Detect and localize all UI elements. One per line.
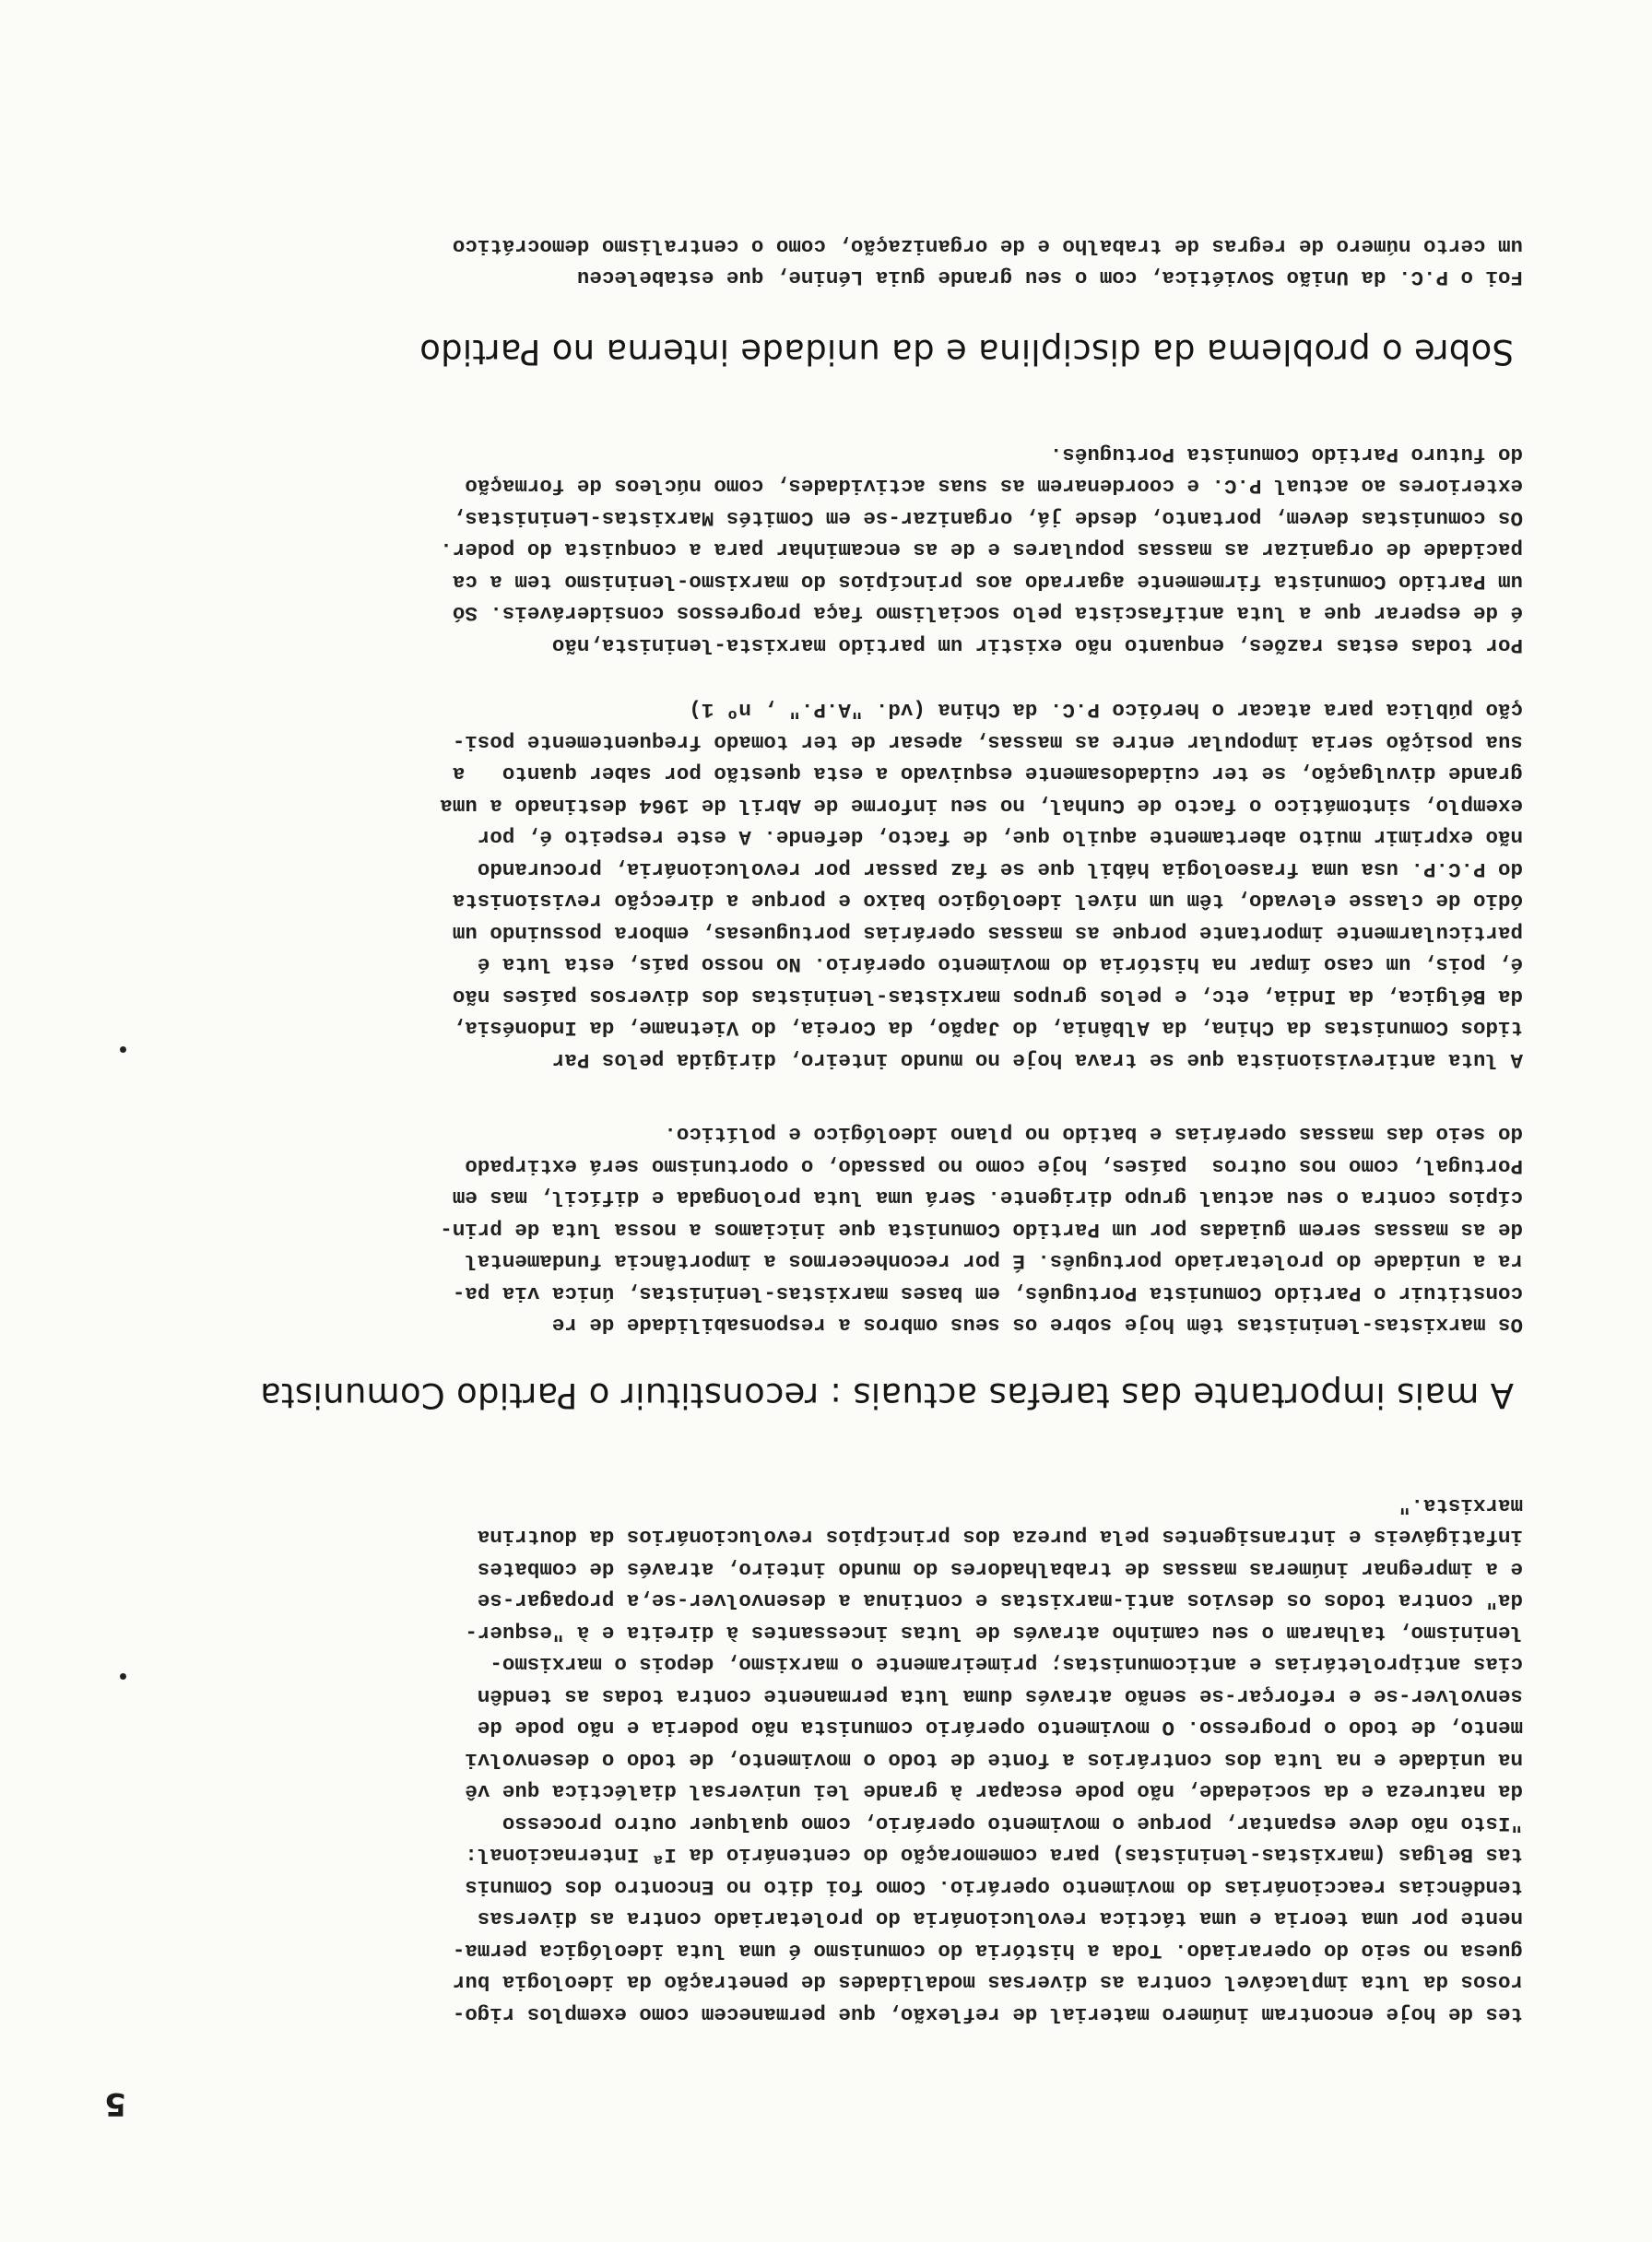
page-content [159,230,1523,2031]
section-heading-reconstituir: A mais importante das tarefas actuais : reconstituir o Partido Comunista [259,1375,1514,1416]
section-heading-disciplina: Sobre o problema da disciplina e da unidade interna no Partido [419,332,1514,372]
ink-speck [120,1673,126,1680]
ink-speck [120,1046,126,1053]
paragraph-por-todas-estas-razoes: Por todas estas razões, enquanto não existir um partido marxista-leninista,não é de esperar que a luta antifascista pelo socialismo faça progressos consideráveis. Só um Partido Comunista firmemente agarrado aos princípios do marxismo-leninismo tem a ca pacidade de organizar as massas populares e de as encaminhar para a conquista do poder. Os comunistas devem, portanto, desde já, organizar-se em Comités Marxistas-Leninistas, exteriores ao actual P.C. e coordenarem as suas actividades, como núcleos de formação do futuro Partido Comunista Português. [440,442,1523,657]
quote-paragraph: tes de hoje encontram inúmero material de reflexão, que permanecem como exemplos rigo- rosos da luta implacável contra as diversas modalidades de penetração da ideologia bur guesa no seio do operariado. Toda a história do comunismo é uma luta ideológica perma- nente por uma teoria e uma táctica revolucionária do proletariado contra as diversas tendências reaccionárias do movimento operário. Como foi dito no Encontro dos Comunis tas Belgas (marxistas-leninistas) para comemoração do centenário da Iª Internacional: "Isto não deve espantar, porque o movimento operário, como qualquer outro processo da natureza e da sociedade, não pode escapar à grande lei universal dialéctica que vê na unidade e na luta dos contrários a fonte de todo o movimento, de todo o desenvolvi mento, de todo o progresso. O movimento operário comunista não poderia e não pode de senvolver-se e reforçar-se senão através duma luta permanente contra todas as tendên cias antiproletárias e anticomunistas; primeiramente o marxismo, depois o marxismo- leninismo, talharam o seu caminho através de lutas incessantes à direita e à "esquer- da" contra todos os desvios anti-marxistas e continua a desenvolver-se,a propagar-se e a impregnar inúmeras massas de trabalhadores do mundo inteiro, através de combates infatigáveis e intransigentes pela pureza dos princípios revolucionários da doutrina marxista." [452,1493,1523,2026]
page-number: 5 [104,2085,126,2122]
paragraph-pc-uniao-sovietica: Foi o P.C. da União Soviética, com o seu grande guia Lénine, que estabeleceu um certo número de regras de trabalho e de organização, como o centralismo democrático [452,234,1523,290]
paragraph-marxistas-leninistas: Os marxistas-leninistas têm hoje sobre os seus ombros a responsabilidade de re constituir o Partido Comunista Português, em bases marxistas-leninistas, única via pa- ra a unidade do proletariado português. É por reconhecermos a importância fundamental de as massas serem guiadas por um Partido Comunista que iniciamos a nossa luta de prin- cípios contra o seu actual grupo dirigente. Será uma luta prolongada e difícil, mas em Portugal, como nos outros países, hoje como no passado, o oportunismo será extirpado do seio das massas operárias e batido no plano ideológico e político. [440,1122,1523,1338]
paragraph-luta-antirevisionista: A luta antirevisionista que se trava hoje no mundo inteiro, dirigida pelos Par tidos Comunistas da China, da Albânia, do Japão, da Coreia, do Vietname, da Indonésia, da Bélgica, da India, etc, e pelos grupos marxistas-leninistas dos diversos países não é, pois, um caso ímpar na história do movimento operário. No nosso país, esta luta é particularmente importante porque as massas operárias portuguesas, embora possuindo um ódio de classe elevado, têm um nível ideológico baixo e porque a direcção revisionista do P.C.P. usa uma fraseologia hábil que se faz passar por revolucionária, procurando não exprimir muito abertamente aquilo que, de facto, defende. A este respeito é, por exemplo, sintomático o facto de Cunhal, no seu informe de Abril de 1964 destinado a uma grande divulgação, se ter cuidadosamente esquivado a esta questão por saber quanto a sua posição seria impopular entre as massas, apesar de ter tomado frequentemente posi- ção pública para atacar o heróico P.C. da China (vd. "A.P." , nº 1) [440,698,1523,1072]
